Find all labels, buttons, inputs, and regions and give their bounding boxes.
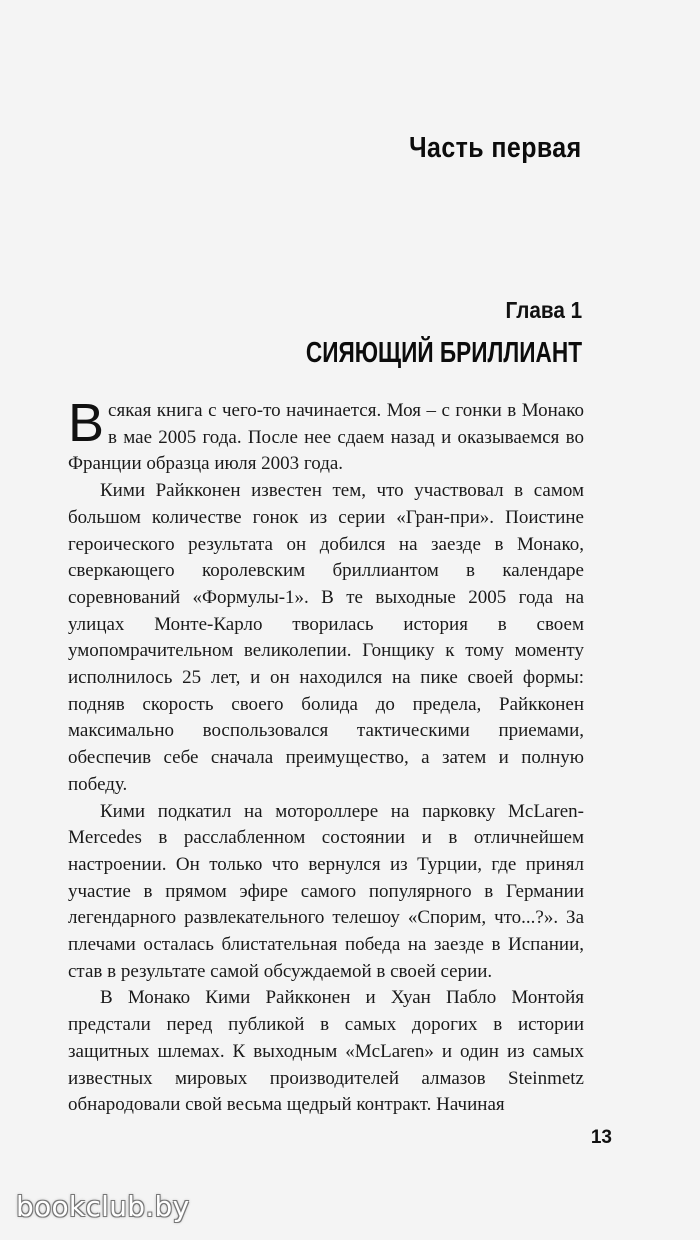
body-text <box>68 393 584 1119</box>
paragraph-text: сякая книга с чего-то начинается. Моя – с гонки в Монако в мае 2005 года. После нее сдаем назад и оказываемся во Франции образца июля 2003 года. <box>68 400 584 475</box>
part-title: Часть первая <box>409 132 582 164</box>
paragraph: Кими подкатил на мотороллере на парковку McLaren-Mercedes в расслабленном состоянии и в отличнейшем настроении. Он только что вернулся из Турции, где принял участие в прямом эфире самого популярного в Германии легендарного развлекательного телешоу «Спорим, что...?». За плечами осталась блистательная победа на заезде в Испании, став в результате самой обсуждаемой в своей серии. <box>68 800 584 982</box>
chapter-number: Глава 1 <box>505 297 582 323</box>
paragraph: В Монако Кими Райкконен и Хуан Пабло Монтойя предстали перед публикой в самых дорогих в истории защитных шлемах. К выходным «McLaren» и один из самых известных мировых производителей алмазов Steinmetz обнародовали свой весьма щедрый контракт. Начиная <box>68 987 584 1116</box>
watermark-text: bookclub.by <box>16 1190 190 1223</box>
chapter-title: СИЯЮЩИЙ БРИЛЛИАНТ <box>305 337 582 369</box>
drop-cap: В <box>68 393 105 453</box>
paragraph: Кими Райкконен известен тем, что участвовал в самом большом количестве гонок из серии «Гран-при». Поистине героического результата он добился на заезде в Монако, сверкающего королевским бриллиантом в календаре соревнований «Формулы-1». В те выходные 2005 года на улицах Монте-Карло творилась история в своем умопомрачительном великолепии. Гонщику к тому моменту исполнилось 25 лет, и он находился на пике своей формы: подняв скорость своего болида до предела, Райкконен максимально воспользовался тактическими приемами, обеспечив себе сначала преимущество, а затем и полную победу. <box>68 480 584 795</box>
paragraph <box>68 393 584 478</box>
page-number: 13 <box>590 1127 612 1148</box>
